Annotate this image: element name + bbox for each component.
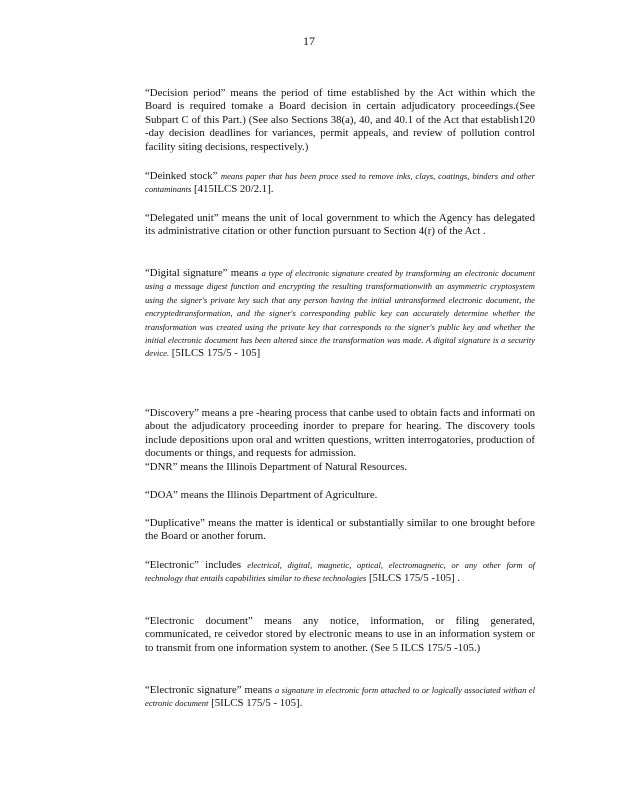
definition-dnr [145, 461, 535, 474]
definition-text: “Deinked stock” [145, 170, 221, 182]
definition-italic-text: a type of electronic signature created by transforming an electronic document using a message digest function and encrypting the resulting transformationwith an asymmetric cryptosystem using the signer's private key such that any person having the initial untransformed electronic document, the encryptedtransformation, and the signer's corresponding public key can accurately determine whether the transformation was created using the private key that corresponds to the signer's public key and whether the initial electronic document has been altered since the transformation was made. A digital signature is a security device. [145, 268, 535, 359]
definition-citation: [415ILCS 20/2.1]. [191, 183, 274, 196]
definition-electronic-signature [145, 684, 535, 711]
definition-duplicative [145, 517, 535, 544]
definition-citation: [5ILCS 175/5 - 105] [169, 347, 261, 360]
definition-citation: [5ILCS 175/5 -105] . [366, 572, 461, 585]
definition-digital-signature [145, 267, 535, 361]
definition-italic-text: means paper that has been proce ssed to remove inks, clays, coatings, binders and other contaminants [145, 171, 535, 195]
definition-deinked-stock [145, 170, 535, 197]
definition-decision-period [145, 87, 535, 154]
definition-text: “Delegated unit” means the unit of local government to which the Agency has delegated its administrative citation or other function pursuant to Section 4(r) of the Act . [145, 212, 535, 238]
definition-text: “Electronic” includes [145, 559, 248, 571]
definition-text: “Discovery” means a pre -hearing process that canbe used to obtain facts and informati on about the adjudicatory proceeding inorder to prepare for hearing. The discovery tools include depositions upon oral and written questions, written interrogatories, production of documents or things, and requests for admission. [145, 407, 535, 460]
definition-delegated-unit [145, 212, 535, 239]
page-number: 17 [303, 34, 315, 48]
definition-discovery [145, 407, 535, 461]
definition-text: “Duplicative” means the matter is identical or substantially similar to one brought before the Board or another forum. [145, 517, 535, 543]
definition-doa [145, 489, 535, 502]
definition-text: “Digital signature” means [145, 267, 262, 279]
definition-citation: [5ILCS 175/5 - 105]. [208, 697, 303, 710]
definition-text: “Electronic signature” means [145, 684, 276, 696]
definition-text: “Electronic document” means any notice, information, or filing generated, communicated, re ceivedor stored by electronic means to use in an information system or to transmit from one information system to another. (See 5 ILCS 175/5 -105.) [145, 615, 535, 654]
definition-electronic-document [145, 615, 535, 655]
definition-italic-text: electrical, digital, magnetic, optical, electromagnetic, or any other form of technology that entails capabilities similar to these technologies [145, 560, 535, 584]
definition-text: “DOA” means the Illinois Department of Agriculture. [145, 489, 378, 501]
definition-text: “Decision period” means the period of time established by the Act within which the Board is required tomake a Board decision in certain adjudicatory proceedings.(See Subpart C of this Part.) (See also Sections 38(a), 40, and 40.1 of the Act that establish120 -day decision deadlines for variances, permit appeals, and review of pollution control facility siting decisions, respectively.) [145, 87, 535, 153]
definition-text: “DNR” means the Illinois Department of Natural Resources. [145, 461, 408, 473]
definition-italic-text: a signature in electronic form attached to or logically associated withan el ectronic document [145, 685, 535, 709]
definition-electronic [145, 559, 535, 586]
